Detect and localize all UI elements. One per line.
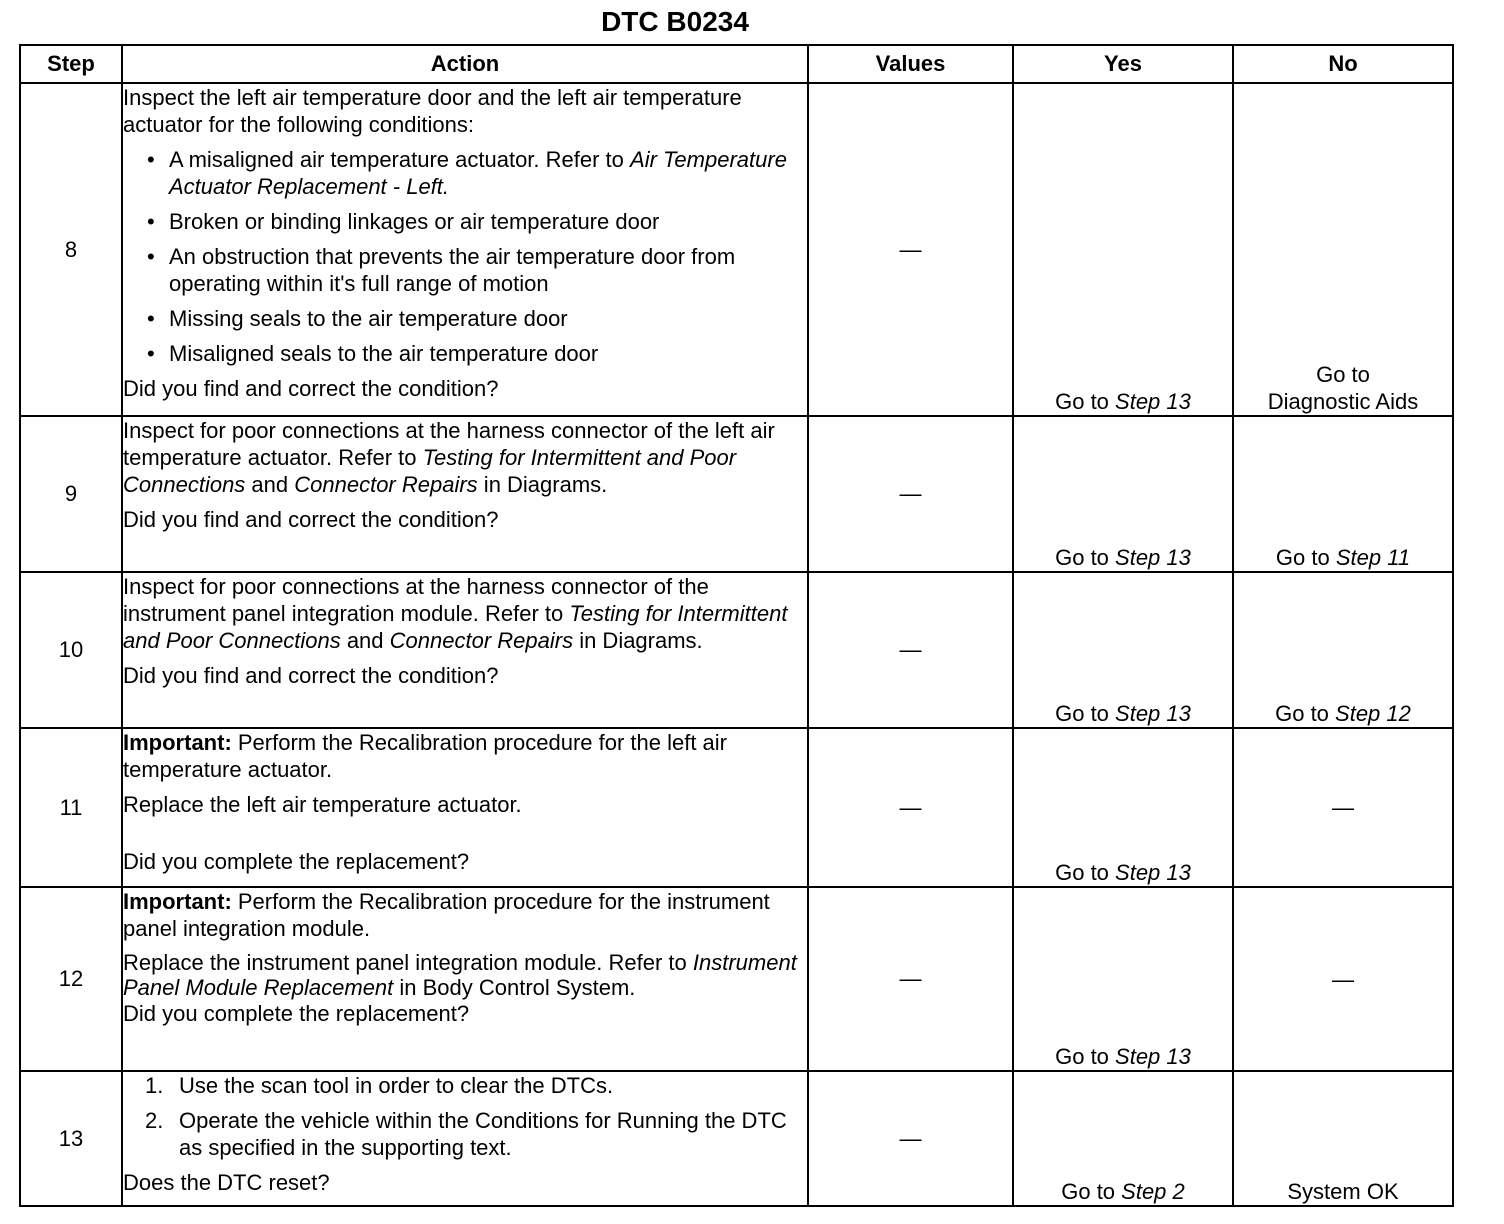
goto-text: Go to bbox=[1316, 362, 1370, 387]
action-text: Replace the left air temperature actuator. bbox=[123, 792, 522, 817]
action-question: Did you find and correct the condition? bbox=[123, 376, 499, 401]
item-number: 2. bbox=[145, 1108, 164, 1133]
list-item-text: A misaligned air temperature actuator. Refer to bbox=[169, 147, 631, 172]
step-number: 8 bbox=[20, 83, 122, 416]
dash: — bbox=[899, 1125, 922, 1151]
action-cell bbox=[122, 728, 808, 887]
step-link[interactable]: Step 2 bbox=[1121, 1179, 1185, 1204]
dash: — bbox=[899, 794, 922, 820]
dash: — bbox=[899, 637, 922, 662]
no-cell: System OK bbox=[1233, 1071, 1453, 1206]
step-number: 10 bbox=[20, 572, 122, 728]
important-note bbox=[123, 729, 807, 783]
action-text bbox=[123, 417, 807, 498]
values-cell bbox=[808, 887, 1013, 1071]
diagnostic-aids-link[interactable]: Diagnostic Aids bbox=[1267, 389, 1419, 414]
diagnostic-table bbox=[19, 44, 1454, 1207]
text-part: Perform the Recalibration procedure for the instrument panel integration module. bbox=[123, 889, 770, 941]
important-note bbox=[123, 888, 807, 942]
no-cell bbox=[1233, 887, 1453, 1071]
header-action: Action bbox=[122, 45, 808, 83]
yes-cell bbox=[1013, 83, 1233, 416]
reference-link[interactable]: Air Temperature Actuator Replacement - Left. bbox=[169, 147, 787, 199]
text-part: and bbox=[245, 472, 295, 497]
important-label: Important: bbox=[123, 889, 232, 914]
goto-text: Go to bbox=[1275, 701, 1336, 726]
no-cell bbox=[1233, 728, 1453, 887]
no-cell bbox=[1233, 416, 1453, 572]
step-number: 12 bbox=[20, 887, 122, 1071]
action-question: Does the DTC reset? bbox=[123, 1170, 330, 1195]
reference-link[interactable]: Instrument Panel Module Replacement bbox=[123, 950, 797, 1000]
values-cell bbox=[808, 416, 1013, 572]
table-row bbox=[20, 728, 1453, 887]
goto-text: Go to bbox=[1061, 1179, 1122, 1204]
action-question: Did you complete the replacement? bbox=[123, 1001, 470, 1026]
step-link[interactable]: Step 13 bbox=[1115, 1044, 1191, 1069]
action-question: Did you find and correct the condition? bbox=[123, 663, 499, 688]
procedure-list bbox=[123, 1072, 807, 1161]
reference-link[interactable]: Testing for Intermittent and Poor Connections bbox=[123, 601, 788, 653]
header-row bbox=[20, 45, 1453, 83]
text-part: and bbox=[340, 628, 390, 653]
list-item: • Broken or binding linkages or air temperature door bbox=[169, 208, 807, 235]
values-cell bbox=[808, 728, 1013, 887]
action-cell bbox=[122, 1071, 808, 1206]
yes-cell bbox=[1013, 887, 1233, 1071]
yes-cell bbox=[1013, 572, 1233, 728]
table-row bbox=[20, 572, 1453, 728]
item-text: Use the scan tool in order to clear the DTCs. bbox=[179, 1073, 614, 1098]
text-part: Inspect for poor connections at the harness connector of the instrument panel integration module. Refer to bbox=[123, 574, 709, 626]
step-link[interactable]: Step 13 bbox=[1115, 545, 1191, 570]
action-intro: Inspect the left air temperature door and the left air temperature actuator for the following conditions: bbox=[123, 85, 742, 137]
list-item: • Missing seals to the air temperature door bbox=[169, 305, 807, 332]
yes-cell bbox=[1013, 728, 1233, 887]
table-row bbox=[20, 887, 1453, 1071]
list-item bbox=[145, 1107, 807, 1161]
list-item: • Misaligned seals to the air temperature door bbox=[169, 340, 807, 367]
step-number: 13 bbox=[20, 1071, 122, 1206]
step-number: 9 bbox=[20, 416, 122, 572]
item-text: Operate the vehicle within the Conditions for Running the DTC as specified in the supporting text. bbox=[179, 1108, 787, 1160]
dash: — bbox=[1332, 966, 1354, 992]
text-part: in Diagrams. bbox=[573, 628, 703, 653]
text-part: in Diagrams. bbox=[477, 472, 608, 497]
step-number: 11 bbox=[20, 728, 122, 887]
table-row bbox=[20, 83, 1453, 416]
step-link[interactable]: Step 13 bbox=[1115, 389, 1191, 414]
text-part: Inspect for poor connections at the harness connector of the left air temperature actuator. Refer to bbox=[123, 418, 775, 470]
header-no: No bbox=[1233, 45, 1453, 83]
step-link[interactable]: Step 13 bbox=[1115, 860, 1191, 885]
goto-text: Go to bbox=[1055, 1044, 1116, 1069]
step-link[interactable]: Step 11 bbox=[1335, 545, 1411, 570]
text-part: Perform the Recalibration procedure for the left air temperature actuator. bbox=[123, 730, 728, 782]
list-item bbox=[169, 146, 807, 200]
goto-text: Go to bbox=[1055, 545, 1116, 570]
no-cell bbox=[1233, 572, 1453, 728]
step-link[interactable]: Step 13 bbox=[1115, 701, 1191, 726]
reference-link[interactable]: Connector Repairs bbox=[389, 628, 574, 653]
no-cell bbox=[1233, 83, 1453, 416]
header-step: Step bbox=[20, 45, 122, 83]
important-label: Important: bbox=[123, 730, 232, 755]
list-item: • An obstruction that prevents the air temperature door from operating within it's full range of motion bbox=[169, 243, 807, 297]
dash: — bbox=[899, 481, 922, 506]
goto-text: Go to bbox=[1055, 860, 1116, 885]
action-text bbox=[123, 950, 807, 1000]
yes-cell bbox=[1013, 1071, 1233, 1206]
step-link[interactable]: Step 12 bbox=[1335, 701, 1411, 726]
table-row bbox=[20, 1071, 1453, 1206]
dash: — bbox=[899, 966, 922, 991]
action-text bbox=[123, 573, 807, 654]
action-cell bbox=[122, 83, 808, 416]
values-cell bbox=[808, 83, 1013, 416]
dash: — bbox=[1332, 795, 1354, 820]
action-question: Did you complete the replacement? bbox=[123, 849, 470, 874]
text-part: in Body Control System. bbox=[393, 975, 636, 1000]
action-cell bbox=[122, 572, 808, 728]
item-number: 1. bbox=[145, 1073, 164, 1098]
reference-link[interactable]: Connector Repairs bbox=[294, 472, 478, 497]
header-yes: Yes bbox=[1013, 45, 1233, 83]
goto-text: Go to bbox=[1275, 545, 1336, 570]
action-question: Did you find and correct the condition? bbox=[123, 507, 499, 532]
goto-text: Go to bbox=[1055, 389, 1116, 414]
list-item bbox=[145, 1072, 807, 1099]
action-cell bbox=[122, 416, 808, 572]
text-part: Replace the instrument panel integration module. Refer to bbox=[123, 950, 693, 975]
yes-cell bbox=[1013, 416, 1233, 572]
condition-list bbox=[123, 146, 807, 367]
header-values: Values bbox=[808, 45, 1013, 83]
values-cell bbox=[808, 1071, 1013, 1206]
values-cell bbox=[808, 572, 1013, 728]
dash: — bbox=[899, 236, 922, 262]
action-cell bbox=[122, 887, 808, 1071]
reference-link[interactable]: Testing for Intermittent and Poor Connections bbox=[123, 445, 737, 497]
goto-text: Go to bbox=[1055, 701, 1116, 726]
table-row bbox=[20, 416, 1453, 572]
page-title: DTC B0234 bbox=[601, 6, 749, 37]
